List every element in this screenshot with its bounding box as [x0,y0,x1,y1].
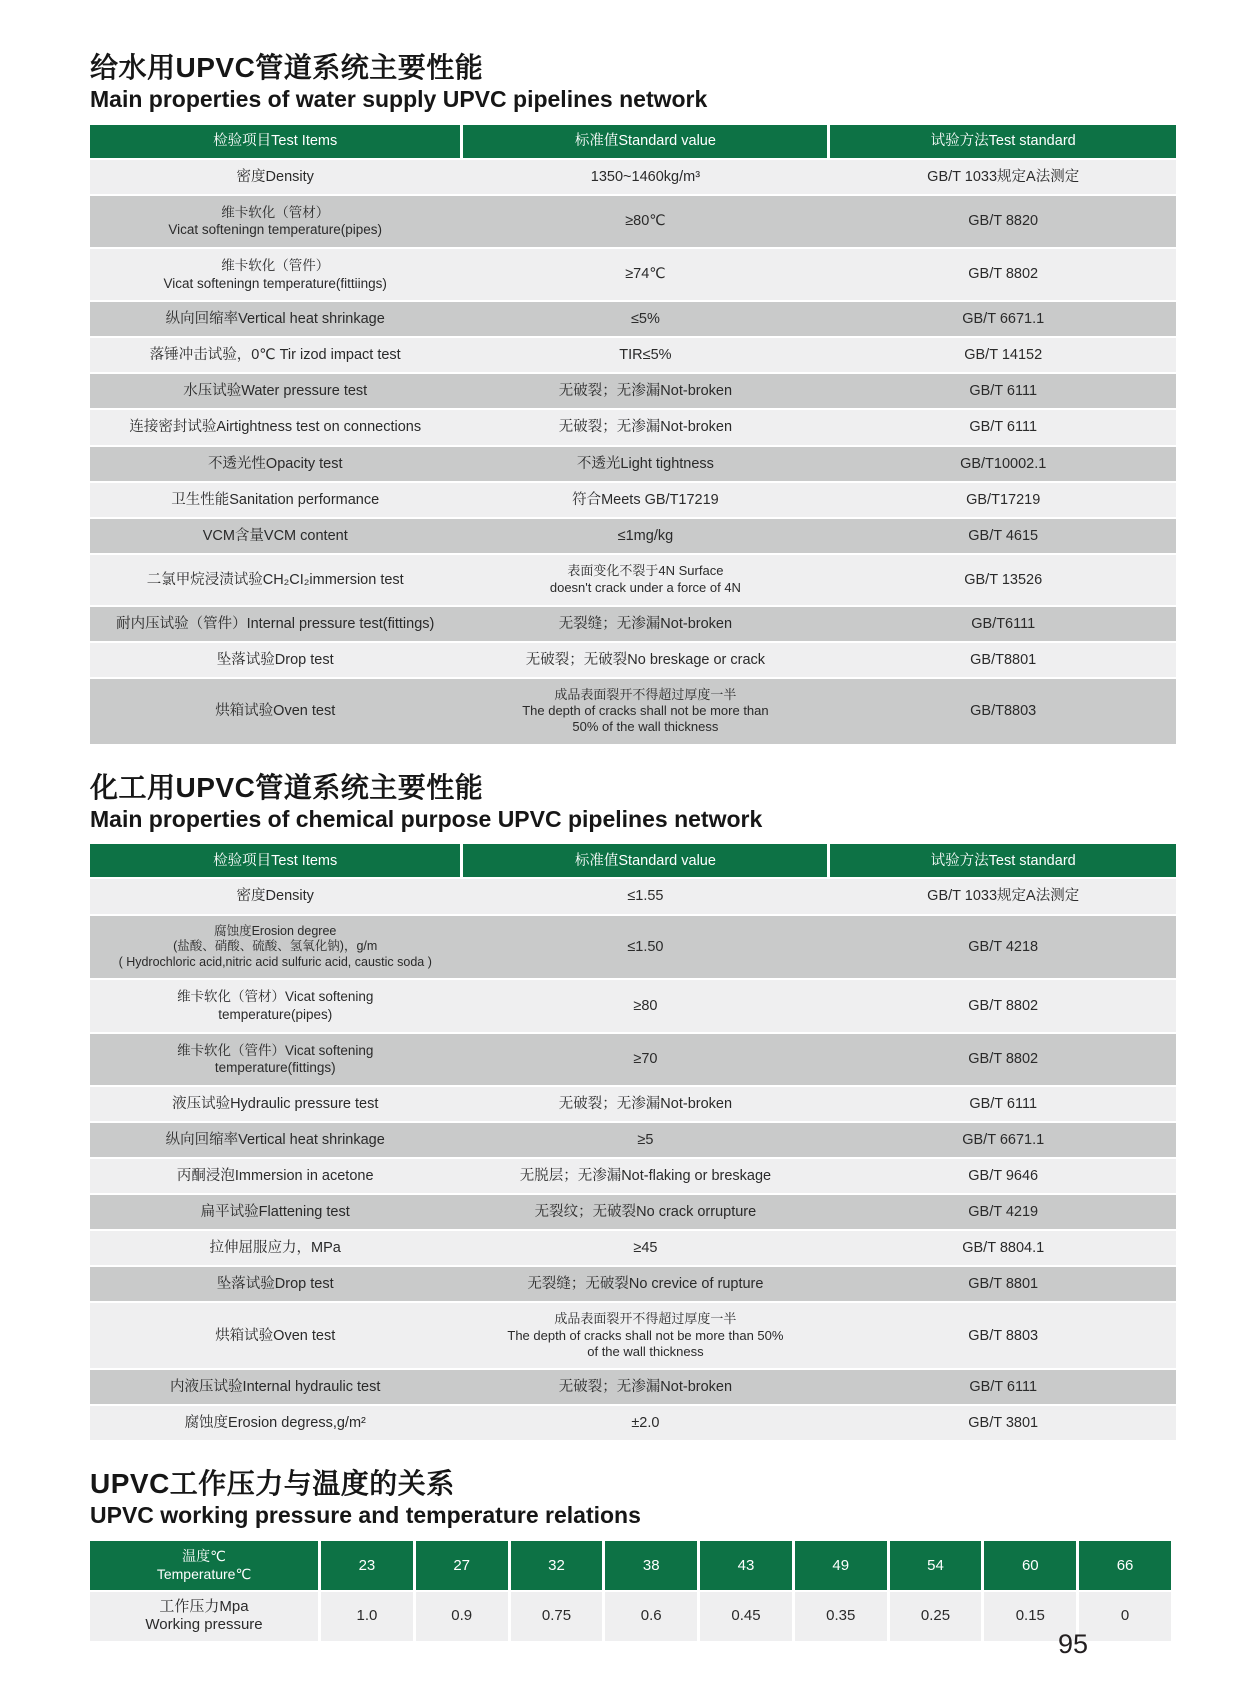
table-row [90,1231,1176,1265]
table-row [90,980,1176,1031]
cell-test-standard: GB/T 8803 [968,1327,1039,1344]
catalog-page [90,50,1176,1667]
cell-test-standard: GB/T 8802 [968,1051,1039,1068]
cell-test-standard: GB/T 8804.1 [962,1240,1045,1257]
table-row [90,643,1176,677]
pressure-value-cell: 0.6 [605,1592,697,1642]
table-row [90,1087,1176,1121]
temperature-value-header: 54 [890,1541,982,1589]
cell-standard-value: ≥70 [633,1051,658,1068]
cell-test-standard: GB/T 6111 [969,1095,1038,1112]
section2-title-zh: 化工用UPVC管道系统主要性能 [90,771,484,803]
cell-test-standard: GB/T 8802 [968,266,1039,283]
temperature-row-header: 温度℃ Temperature℃ [90,1541,318,1589]
section1-title-zh: 给水用UPVC管道系统主要性能 [90,52,484,83]
cell-test-standard: GB/T 4219 [968,1204,1039,1221]
cell-standard-value: ≥45 [633,1240,658,1257]
cell-standard-value: 表面变化不裂于4N Surface doesn't crack under a force of 4N [549,562,741,595]
cell-test-item: 二氯甲烷浸渍试验CH₂CI₂immersion test [146,571,404,588]
cell-standard-value: 无破裂；无渗漏Not-broken [558,383,733,400]
cell-standard-value: ≥80℃ [625,213,666,230]
cell-test-standard: GB/T 4615 [968,527,1039,544]
cell-standard-value: ≥80 [633,997,658,1014]
cell-test-standard: GB/T 8802 [968,997,1039,1014]
section1-title-en: Main properties of water supply UPVC pipelines network [90,86,708,112]
table-header-row [90,125,1176,158]
column-header: 检验项目Test Items [90,844,460,877]
cell-test-standard: GB/T 8820 [968,213,1039,230]
cell-standard-value: 无裂缝；无渗漏Not-broken [558,615,733,632]
cell-test-standard: GB/T 9646 [968,1167,1039,1184]
section-chemical-purpose [90,770,1176,1441]
water-supply-properties-table [90,125,1176,744]
pressure-value-cell: 0 [1079,1592,1171,1642]
pressure-temperature-table [90,1541,1176,1641]
column-header: 标准值Standard value [463,844,827,877]
cell-test-standard: GB/T 6111 [969,1379,1038,1396]
pressure-value-cell: 0.45 [700,1592,792,1642]
table-row [90,879,1176,913]
cell-test-item: 连接密封试验Airtightness test on connections [129,419,422,436]
cell-test-item: 丙酮浸泡Immersion in acetone [176,1167,374,1184]
cell-test-standard: GB/T 3801 [968,1415,1039,1432]
cell-test-standard: GB/T 13526 [964,571,1043,588]
cell-test-item: VCM含量VCM content [202,527,348,544]
pressure-value-cell: 1.0 [321,1592,413,1642]
table-row [90,302,1176,336]
chemical-purpose-properties-table [90,844,1176,1440]
cell-test-item: 耐内压试验（管件）Internal pressure test(fittings) [116,615,435,632]
temperature-value-header: 43 [700,1541,792,1589]
cell-test-standard: GB/T8801 [970,651,1037,668]
cell-test-item: 坠落试验Drop test [216,1276,334,1293]
column-header: 检验项目Test Items [90,125,460,158]
cell-standard-value: 符合Meets GB/T17219 [572,491,719,508]
cell-standard-value: ±2.0 [631,1415,660,1432]
cell-test-item: 水压试验Water pressure test [183,383,368,400]
cell-test-item: 维卡软化（管件） Vicat softeningn temperature(fittiings) [163,257,387,291]
cell-test-standard: GB/T 4218 [968,938,1039,955]
table-row [90,519,1176,553]
cell-standard-value: 无裂纹；无破裂No crack orrupture [534,1204,757,1221]
table-row [90,607,1176,641]
table-row [90,916,1176,979]
temperature-value-header: 38 [605,1541,697,1589]
temperature-value-header: 32 [511,1541,603,1589]
cell-test-standard: GB/T 1033规定A法测定 [927,888,1080,905]
temperature-value-header: 27 [416,1541,508,1589]
cell-standard-value: ≤1.50 [627,938,664,955]
cell-standard-value: ≤1.55 [627,888,664,905]
temperature-value-header: 66 [1079,1541,1171,1589]
cell-standard-value: 成品表面裂开不得超过厚度一半 The depth of cracks shall not be more than 50% of the wall thickness [522,686,769,735]
cell-test-item: 卫生性能Sanitation performance [171,491,380,508]
cell-standard-value: 不透光Light tightness [576,455,714,472]
table-row [90,1159,1176,1193]
section3-title-zh: UPVC工作压力与温度的关系 [90,1468,455,1500]
cell-standard-value: ≤5% [630,311,660,328]
table-row [90,1195,1176,1229]
table-row [90,338,1176,372]
table-row [90,1406,1176,1440]
cell-test-standard: GB/T 6111 [969,383,1038,400]
table-row [90,679,1176,744]
cell-test-item: 密度Density [236,168,314,185]
table-header-row [90,844,1176,877]
cell-standard-value: 无脱层；无渗漏Not-flaking or breskage [519,1167,772,1184]
table-row [90,447,1176,481]
cell-test-item: 维卡软化（管件）Vicat softening temperature(fittings) [177,1042,374,1076]
pressure-row-header: 工作压力Mpa Working pressure [90,1592,318,1642]
cell-test-standard: GB/T17219 [966,491,1041,508]
cell-standard-value: 无破裂；无破裂No breskage or crack [525,651,766,668]
cell-standard-value: 成品表面裂开不得超过厚度一半 The depth of cracks shall not be more than 50% of the wall thickness [507,1311,784,1359]
cell-standard-value: 无裂缝；无破裂No crevice of rupture [527,1276,764,1293]
cell-standard-value: 无破裂；无渗漏Not-broken [558,1095,733,1112]
table-row [90,1267,1176,1301]
cell-test-item: 内液压试验Internal hydraulic test [170,1379,381,1396]
cell-test-item: 烘箱试验Oven test [215,703,336,720]
cell-test-standard: GB/T 8801 [968,1276,1039,1293]
cell-standard-value: 无破裂；无渗漏Not-broken [558,419,733,436]
pressure-value-cell: 0.35 [795,1592,887,1642]
cell-standard-value: ≥5 [637,1131,654,1148]
section-water-supply [90,50,1176,744]
pressure-value-cell: 0.75 [511,1592,603,1642]
cell-test-standard: GB/T 6111 [969,419,1038,436]
column-header: 标准值Standard value [463,125,827,158]
table-row [90,1123,1176,1157]
cell-standard-value: ≤1mg/kg [617,527,674,544]
temperature-header-row [90,1541,1176,1589]
pressure-value-cell: 0.15 [984,1592,1076,1642]
cell-standard-value: 1350~1460kg/m³ [590,168,701,185]
cell-test-item: 维卡软化（管材）Vicat softening temperature(pipes) [177,989,374,1023]
cell-test-item: 坠落试验Drop test [216,651,334,668]
section2-title-en: Main properties of chemical purpose UPVC pipelines network [90,805,763,832]
cell-test-item: 不透光性Opacity test [207,455,343,472]
table-row [90,410,1176,444]
pressure-value-cell: 0.9 [416,1592,508,1642]
cell-test-item: 腐蚀度Erosion degree (盐酸、硝酸、硫酸、氢氧化钠)，g/m ( Hydrochloric acid,nitric acid sulfuric acid, caustic soda ) [118,923,432,969]
cell-test-item: 维卡软化（管材） Vicat softeningn temperature(pipes) [168,204,383,238]
cell-test-standard: GB/T 14152 [964,347,1043,364]
cell-test-standard: GB/T6111 [971,615,1036,632]
cell-test-standard: GB/T 6671.1 [962,311,1045,328]
cell-test-standard: GB/T10002.1 [960,455,1047,472]
column-header: 试验方法Test standard [830,125,1176,158]
cell-test-item: 腐蚀度Erosion degress,g/m² [184,1415,366,1432]
cell-test-standard: GB/T 1033规定A法测定 [927,168,1080,185]
table-row [90,483,1176,517]
cell-standard-value: TIR≤5% [619,347,672,364]
page-number: 95 [1057,1629,1088,1659]
table-row [90,249,1176,300]
cell-test-item: 纵向回缩率Vertical heat shrinkage [165,311,385,328]
column-header: 试验方法Test standard [830,844,1176,877]
cell-test-standard: GB/T8803 [970,703,1037,720]
cell-test-standard: GB/T 6671.1 [962,1131,1045,1148]
cell-test-item: 纵向回缩率Vertical heat shrinkage [165,1131,385,1148]
pressure-value-cell: 0.25 [890,1592,982,1642]
section-pressure-temperature [90,1466,1176,1641]
cell-test-item: 落锤冲击试验，0℃ Tir izod impact test [149,347,401,364]
table-row [90,160,1176,194]
temperature-value-header: 23 [321,1541,413,1589]
temperature-value-header: 60 [984,1541,1076,1589]
temperature-value-header: 49 [795,1541,887,1589]
table-row [90,1034,1176,1085]
cell-test-item: 密度Density [236,888,314,905]
cell-test-item: 拉伸屈服应力，MPa [209,1240,341,1257]
table-row [90,555,1176,605]
table-row [90,374,1176,408]
section3-title-en: UPVC working pressure and temperature relations [90,1502,641,1529]
cell-standard-value: ≥74℃ [625,266,666,283]
cell-test-item: 烘箱试验Oven test [215,1327,336,1344]
table-row [90,196,1176,247]
table-row [90,1303,1176,1368]
table-row [90,1370,1176,1404]
working-pressure-row [90,1592,1176,1642]
cell-test-item: 扁平试验Flattening test [200,1204,350,1221]
cell-standard-value: 无破裂；无渗漏Not-broken [558,1379,733,1396]
cell-test-item: 液压试验Hydraulic pressure test [172,1095,379,1112]
